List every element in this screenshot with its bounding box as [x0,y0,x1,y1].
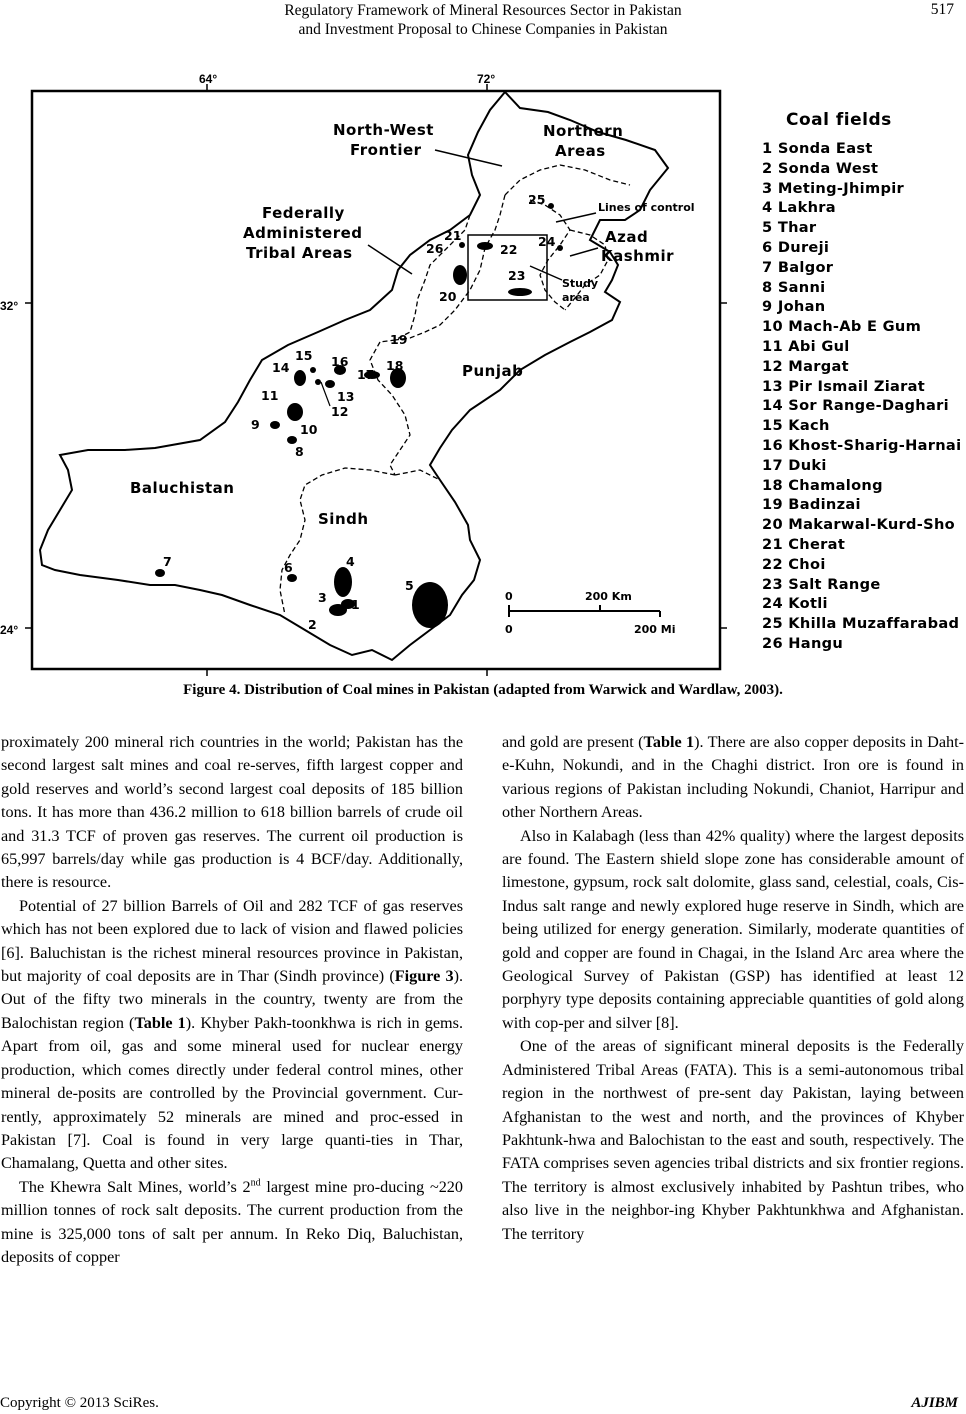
legend-item: 4 Lakhra [762,199,836,217]
scale-mi: 200 Mi [634,623,676,636]
scale-bar [505,590,676,636]
figure-ref: Figure 3 [394,967,454,986]
text-span: ). Out of the fifty two minerals in the country, twenty are from the Balochistan region ( [1,967,463,1032]
body-column-right [502,731,964,1246]
label-punjab: Punjab [462,362,524,380]
journal-name: AJIBM [911,1395,958,1411]
field-num-20: 20 [439,289,457,304]
label-lines-of-control: Lines of control [598,201,695,214]
right-paragraph-1 [502,731,964,825]
label-study-2: area [562,291,590,304]
legend-item: 17 Duki [762,456,827,474]
field-num-24: 24 [538,234,556,249]
lon-label-72: 72° [477,72,496,86]
body-column-left [1,731,463,1269]
text-span: The Khewra Salt Mines, world’s 2 [19,1177,251,1196]
leader-azad [570,248,598,256]
page-number: 517 [930,1,954,18]
label-nwf-2: Frontier [350,141,422,159]
legend-item: 10 Mach-Ab E Gum [762,318,922,336]
field-num-26: 26 [426,241,444,256]
field-num-19: 19 [390,332,408,347]
label-study-1: Study [562,277,599,290]
field-num-14: 14 [272,360,290,375]
label-na-2: Areas [555,142,606,160]
text-span: and gold are present ( [502,733,644,751]
left-paragraph-2 [1,895,463,1176]
field-num-23: 23 [508,268,526,283]
field-num-25: 25 [528,192,546,207]
legend-item: 6 Dureji [762,238,830,256]
field-num-2: 2 [308,617,317,632]
label-azad: Azad [605,228,649,246]
legend-item: 21 Cherat [762,535,846,553]
field-num-8: 8 [295,444,304,459]
pakistan-outline [40,92,668,660]
legend-item: 9 Johan [762,298,826,316]
table-ref: Table 1 [643,733,695,751]
leader-loc [556,213,596,222]
field-num-9: 9 [251,417,260,432]
field-num-18: 18 [386,358,404,373]
scale-km: 200 Km [585,590,632,603]
legend-item: 26 Hangu [762,634,844,652]
field-num-13: 13 [337,389,355,404]
right-paragraph-3: One of the areas of significant mineral deposits is the Federally Administered Tribal Areas (FATA). This is a semi-autonomous tribal region in the northwest of pre-sent day Pakistan, laying between Afghanistan to the west and north, and the provinces of Khyber Pakhtunk-hwa and Balochistan to the east and south, respectively. The FATA comprises seven agencies tribal districts and six frontier regions. The territory is almost exclusively inhabited by Pashtun tribes, who also live in the neighbor-ing Khyber Pakhtunkhwa and Afghanistan. The territory [502,1037,964,1243]
running-head [0,0,966,40]
legend-item: 8 Sanni [762,278,826,296]
legend-item: 11 Abi Gul [762,337,850,355]
label-nwf-1: North-West [333,121,434,139]
field-num-1: 1 [351,597,360,612]
table-ref: Table 1 [134,1013,186,1032]
figure-coal-map [0,70,966,680]
left-paragraph-1: proximately 200 mineral rich countries in the world; Pakistan has the second largest salt mines and coal re-serves, fifth largest copper and gold reserves and world’s second largest coal deposits of 185 billion tons. It has more than 436.2 million to 618 billion barrels of crude oil and 31.3 TCF of proven gas reserves. The current oil production is 65,997 barrels/day while gas production is 4 BCF/day. Additionally, there is resource. [1,733,463,892]
legend-item: 12 Margat [762,357,849,375]
legend-item: 7 Balgor [762,258,834,276]
field-num-6: 6 [284,560,293,575]
field-num-11: 11 [261,388,279,403]
legend-item: 13 Pir Ismail Ziarat [762,377,926,395]
label-fata-1: Federally [262,204,345,222]
text-span: largest mine pro-ducing ~220 million tonnes of rock salt deposits. The current production from the mine is 325,000 tons of salt per annum. In Reko Diq, Baluchistan, deposits of copper [1,1177,463,1266]
legend-item: 15 Kach [762,417,830,435]
legend-item: 19 Badinzai [762,496,861,514]
superscript: nd [250,1177,261,1189]
leader-study [530,266,562,280]
left-paragraph-3 [1,1176,463,1270]
text-span: ). Khyber Pakh-toonkhwa is rich in gems. Apart from oil, gas and some mineral used for nuclear energy production, which comes directly under federal control mines, other mineral de-posits are controlled by the Provincial government. Cur-rently, approximately 52 minerals are mined and proc-essed in Pakistan [7]. Coal is found in very large quanti-ties in Thar, Chamalang, Quetta and other sites. [1,1013,463,1173]
legend-item: 23 Salt Range [762,575,881,593]
running-title-line1: Regulatory Framework of Mineral Resources Sector in Pakistan [284,2,682,19]
label-fata-3: Tribal Areas [246,244,353,262]
label-kashmir: Kashmir [601,247,675,265]
lon-label-64: 64° [199,72,218,86]
boundary-nwfp-punjab [395,195,505,340]
label-fata-2: Administered [243,224,363,242]
coal-fields-legend [762,110,966,654]
lat-label-24: 24° [0,623,19,637]
legend-title: Coal fields [786,110,892,130]
legend-item: 14 Sor Range-Daghari [762,397,949,415]
field-num-17: 17 [357,367,375,382]
legend-item: 1 Sonda East [762,140,873,157]
legend-item: 25 Khilla Muzaffarabad [762,615,960,633]
text-span: Potential of 27 billion Barrels of Oil and 282 TCF of gas reserves which has not been explored due to lack of vision and flawed policies [6]. Baluchistan is the richest mineral resources province in Pakistan, but majority of coal deposits are in Thar (Sindh province) ( [1,896,463,986]
label-sindh: Sindh [318,510,369,528]
text-span: ). There are also copper deposits in Daht-e-Kuhn, Nokundi, and in the Chaghi district. Iron ore is found in various regions of Pakistan including Nokundi, Chaniot, Harripur and other Northern Areas. [502,733,964,822]
field-num-15: 15 [295,348,313,363]
field-num-7: 7 [163,554,172,569]
lat-label-32: 32° [0,299,19,313]
field-num-16: 16 [331,354,349,369]
legend-item: 24 Kotli [762,595,828,613]
legend-item: 2 Sonda West [762,159,879,177]
field-num-12: 12 [331,404,349,419]
legend-item: 20 Makarwal-Kurd-Sho [762,516,955,534]
field-num-10: 10 [300,422,318,437]
legend-list [762,139,966,654]
label-baluchistan: Baluchistan [130,479,235,497]
field-num-21: 21 [444,228,462,243]
legend-item: 18 Chamalong [762,476,883,494]
field-num-22: 22 [500,242,518,257]
coal-fields [155,203,563,628]
field-num-4: 4 [346,554,355,569]
field-num-5: 5 [405,578,414,593]
running-title-line2: and Investment Proposal to Chinese Companies in Pakistan [298,21,668,38]
legend-item: 22 Choi [762,555,826,573]
boundary-northern-areas [505,165,630,195]
legend-item: 5 Thar [762,219,817,237]
right-paragraph-2: Also in Kalabagh (less than 42% quality) where the largest deposits are found. The Eastern shield slope zone has considerable amount of limestone, gypsum, rock salt dolomite, glass sand, celestial, coals, Cis-Indus salt range and newly explored huge reserve in Sindh, which are being utilized for energy generation. Similarly, moderate quantities of gold and copper are found in Chagai, in the Island Arc area where the Geological Survey of Pakistan (GSP) has identified at least 12 porphyry type deposits containing appreciable quantities of gold along with cop-per and silver [8]. [502,826,964,1032]
legend-item: 3 Meting-Jhimpir [762,179,905,197]
label-na-1: Northern [543,122,624,140]
copyright: Copyright © 2013 SciRes. [0,1395,159,1411]
field-num-3: 3 [318,590,327,605]
scale-mi-zero: 0 [505,623,513,636]
scale-km-zero: 0 [505,590,513,603]
figure-caption: Figure 4. Distribution of Coal mines in Pakistan (adapted from Warwick and Wardlaw, 2003). [183,682,783,698]
legend-item: 16 Khost-Sharig-Harnai [762,436,962,454]
